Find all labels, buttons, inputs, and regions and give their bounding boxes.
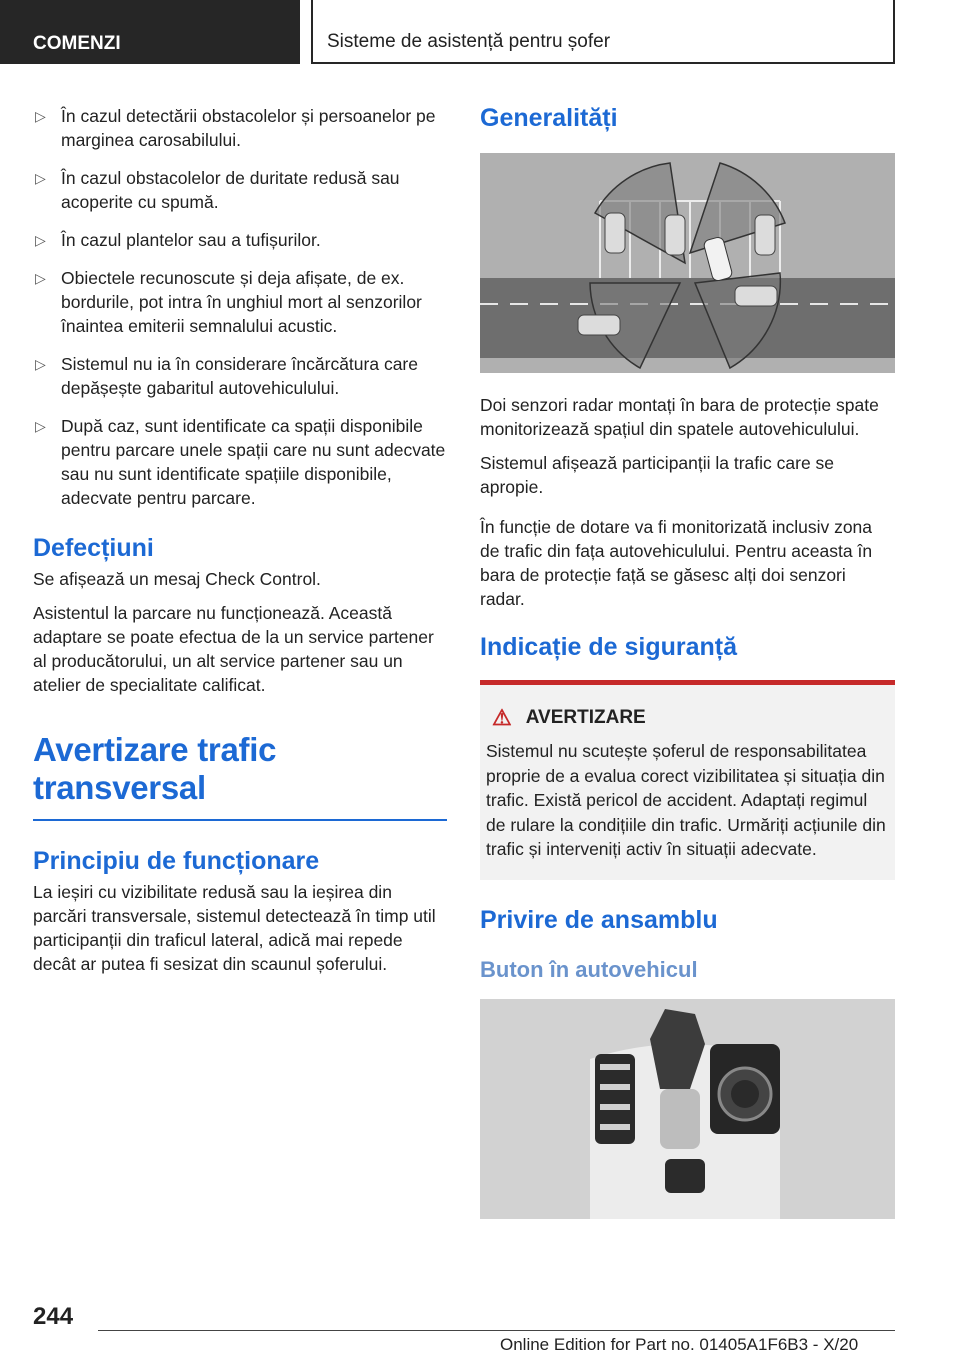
list-item	[33, 266, 447, 338]
general-text-2: Sistemul afișează participanții la trafic care se apropie.	[480, 453, 835, 497]
list-item	[33, 352, 447, 400]
section-label: COMENZI	[33, 33, 121, 54]
radar-diagram	[480, 153, 895, 373]
overview-heading: Privire de ansamblu	[480, 905, 718, 934]
console-photo	[480, 999, 895, 1219]
list-item-text: În cazul obstacolelor de duritate redusă sau acoperite cu spumă.	[61, 168, 400, 212]
radar-zones-illustration	[480, 153, 895, 373]
list-item-text: După caz, sunt identificate ca spații disponibile pentru parcare unele spații care nu sunt adecvate sau nu sunt identificate spațiile disponibile, adecvate pentru parcare.	[61, 416, 446, 508]
right-column	[480, 104, 895, 1219]
principle-text: La ieșiri cu vizibilitate redusă sau la ieșirea din parcări transversale, sistemul detectează în timp util participanții din traficul lateral, adică mai repede decât ar putea fi sesizat din scaunul șoferului.	[33, 882, 436, 974]
triangle-bullet-icon: ▷	[35, 108, 46, 124]
chapter-label: Sisteme de asistență pentru șofer	[327, 31, 611, 52]
triangle-bullet-icon: ▷	[35, 418, 46, 434]
triangle-bullet-icon: ▷	[35, 356, 46, 372]
footer-edition: Online Edition for Part no. 01405A1F6B3 - X/20	[500, 1335, 859, 1354]
warning-title	[486, 705, 889, 731]
defects-heading: Defecțiuni	[33, 534, 154, 562]
defects-text-1: Se afișează un mesaj Check Control.	[33, 569, 321, 589]
defects-text-2: Asistentul la parcare nu funcționează. Această adaptare se poate efectua de la un service partener al producătorului, un alt service partener sau un atelier de specialitate calificat.	[33, 603, 434, 695]
list-item	[33, 104, 447, 152]
principle-heading: Principiu de funcționare	[33, 847, 320, 875]
overview-subheading: Buton în autovehicul	[480, 956, 698, 982]
triangle-bullet-icon: ▷	[35, 170, 46, 186]
triangle-bullet-icon: ▷	[35, 270, 46, 286]
footer-rule	[98, 1330, 895, 1331]
list-item	[33, 166, 447, 214]
safety-heading: Indicație de siguranță	[480, 633, 738, 661]
limitations-list	[33, 104, 447, 510]
list-item	[33, 414, 447, 510]
section-title: Avertizare trafic transversal	[33, 731, 447, 821]
triangle-bullet-icon: ▷	[35, 232, 46, 248]
list-item-text: Sistemul nu ia în considerare încărcătura care depășește gabaritul autovehiculului.	[61, 354, 418, 398]
list-item	[33, 228, 447, 252]
list-item-text: Obiectele recunoscute și deja afișate, de ex. bordurile, pot intra în unghiul mort al senzorilor înaintea emiterii semnalului acustic.	[61, 268, 422, 336]
page-number: 244	[33, 1303, 74, 1330]
general-heading: Generalități	[480, 104, 618, 132]
general-text-3: În funcție de dotare va fi monitorizată inclusiv zona de trafic din fața autovehiculului. Pentru aceasta în bara de protecție față se găsesc alți doi senzori radar.	[480, 517, 873, 609]
list-item-text: În cazul detectării obstacolelor și persoanelor pe marginea carosabilului.	[61, 106, 436, 150]
warning-label: AVERTIZARE	[525, 707, 646, 728]
left-column	[33, 104, 447, 986]
section-tab	[0, 0, 300, 64]
warning-text: Sistemul nu scutește șoferul de responsabilitatea proprie de a evalua corect vizibilitatea și situația din trafic. Există pericol de accident. Adaptați regimul de rulare la condițiile din trafic. Urmăriți acțiunile din trafic și interveniți activ în situații adecvate.	[486, 741, 886, 859]
general-text-1: Doi senzori radar montați în bara de protecție spate monitorizează spațiul din spatele autovehiculului.	[480, 395, 879, 439]
warning-triangle-icon: ⚠	[492, 705, 512, 730]
chapter-tab	[311, 0, 895, 64]
center-console-illustration	[480, 999, 895, 1219]
warning-box	[480, 680, 895, 880]
list-item-text: În cazul plantelor sau a tufișurilor.	[61, 230, 321, 250]
